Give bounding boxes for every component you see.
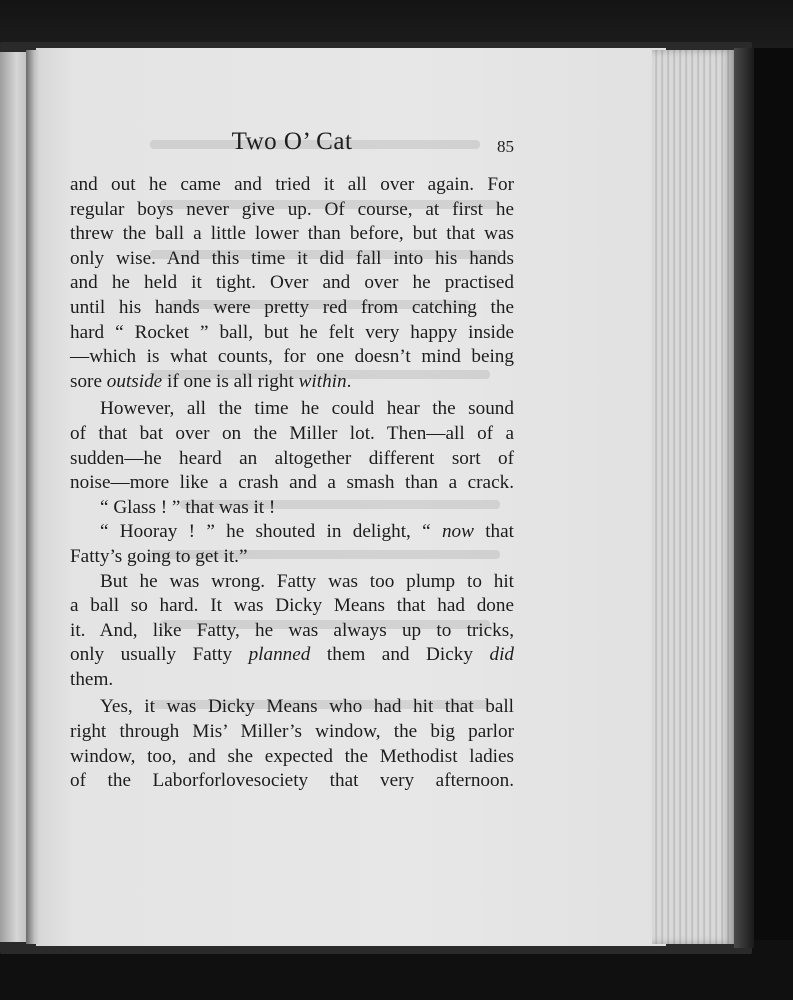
page-number: 85 — [497, 137, 514, 156]
text-line: Fatty’s going to get it.” — [70, 545, 248, 567]
text-line: sore outside if one is all right within. — [70, 370, 352, 392]
text-line: Yes, it was Dicky Means who had hit that ball — [100, 696, 514, 718]
text-line: and he held it tight. Over and over he practised — [70, 272, 514, 294]
text-line: only wise. And this time it did fall into his hands — [70, 247, 514, 269]
text-line: threw the ball a little lower than before, but that was — [70, 223, 514, 245]
text-line: right through Mis’ Miller’s window, the big parlor — [70, 721, 514, 743]
text-line: and out he came and tried it all over again. For — [70, 174, 514, 195]
text-line: sudden—he heard an altogether different sort of — [70, 447, 514, 469]
page-header — [70, 128, 514, 164]
text-line: of that bat over on the Miller lot. Then—all of a — [70, 422, 514, 444]
text-line: window, too, and she expected the Methodist ladies — [70, 745, 514, 767]
text-line: only usually Fatty planned them and Dicky did — [70, 644, 514, 666]
text-line: them. — [70, 668, 114, 690]
italic-word: outside — [106, 370, 163, 392]
text-line: “ Glass ! ” that was it ! — [100, 496, 276, 518]
text-line: However, all the time he could hear the sound — [100, 398, 514, 420]
text-line: regular boys never give up. Of course, at first he — [70, 198, 514, 220]
text-line: But he was wrong. Fatty was too plump to hit — [100, 570, 514, 592]
text-line: a ball so hard. It was Dicky Means that had done — [70, 595, 514, 617]
text-line: until his hands were pretty red from catching the — [70, 296, 514, 318]
text-line: —which is what counts, for one doesn’t mind being — [70, 346, 514, 368]
text-line: hard “ Rocket ” ball, but he felt very happy inside — [70, 321, 514, 343]
text-line: it. And, like Fatty, he was always up to tricks, — [70, 619, 514, 641]
text-line: noise—more like a crash and a smash than a crack. — [70, 472, 514, 494]
italic-word: planned — [248, 644, 311, 666]
italic-word: within — [298, 370, 347, 392]
book-gutter — [26, 50, 40, 944]
italic-word: now — [441, 521, 474, 543]
text-line: of the Laborforlovesociety that very afternoon. — [70, 770, 514, 792]
running-title: Two O’ Cat — [231, 128, 353, 155]
page-stack-shadow — [734, 48, 754, 948]
italic-word: did — [489, 644, 514, 666]
background-top — [0, 0, 793, 48]
body-text — [70, 173, 514, 794]
text-line: “ Hooray ! ” he shouted in delight, “ now that — [100, 521, 515, 543]
page-stack-edge — [652, 50, 734, 944]
